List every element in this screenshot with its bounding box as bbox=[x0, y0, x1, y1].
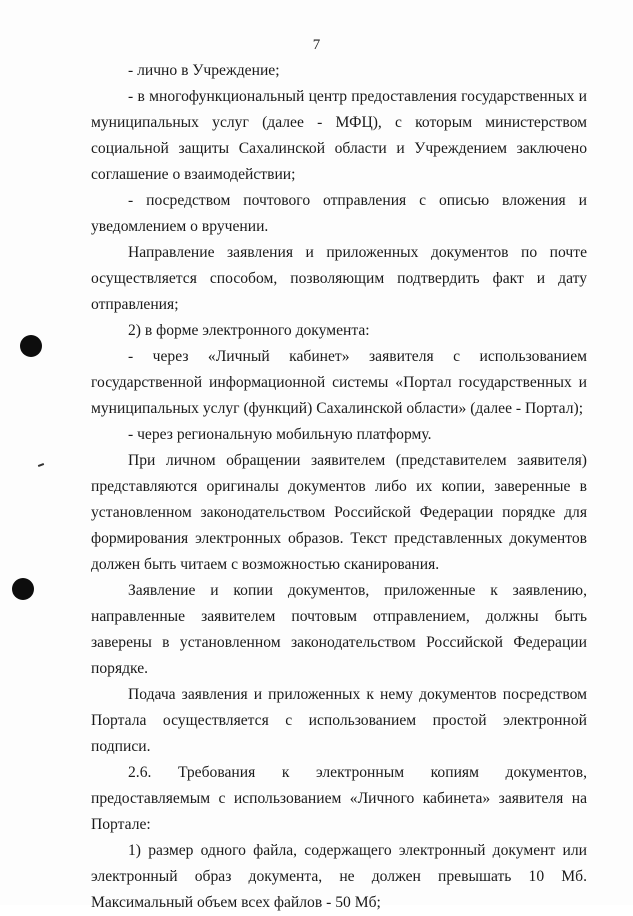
document-body bbox=[91, 58, 587, 916]
paragraph-2: - в многофункциональный центр предоставления государственных и муниципальных услуг (далее - МФЦ), с которым министерством социальной защиты Сахалинской области и Учреждением заключено соглашение о взаимодействии; bbox=[91, 88, 587, 183]
paragraph-6: - через «Личный кабинет» заявителя с использованием государственной информационной системы «Портал государственных и муниципальных услуг (функций) Сахалинской области» (далее - Портал); bbox=[91, 348, 587, 417]
paragraph-12: 1) размер одного файла, содержащего электронный документ или электронный образ документа, не должен превышать 10 Мб. Максимальный объем всех файлов - 50 Мб; bbox=[91, 842, 587, 911]
paragraph-4: Направление заявления и приложенных документов по почте осуществляется способом, позволяющим подтвердить факт и дату отправления; bbox=[91, 244, 587, 313]
paragraph-7: - через региональную мобильную платформу. bbox=[128, 426, 432, 443]
paragraph-11: 2.6. Требования к электронным копиям документов, предоставляемым с использованием «Личного кабинета» заявителя на Портале: bbox=[91, 764, 587, 833]
paragraph-10: Подача заявления и приложенных к нему документов посредством Портала осуществляется с использованием простой электронной подписи. bbox=[91, 686, 587, 755]
paragraph-1: - лично в Учреждение; bbox=[128, 62, 280, 79]
paragraph-5: 2) в форме электронного документа: bbox=[128, 322, 370, 339]
paragraph-3: - посредством почтового отправления с описью вложения и уведомлением о вручении. bbox=[91, 192, 587, 235]
paragraph-8: При личном обращении заявителем (представителем заявителя) представляются оригиналы документов либо их копии, заверенные в установленном законодательством Российской Федерации порядке для формирования электронных образов. Текст представленных документов должен быть читаем с возможностью сканирования. bbox=[91, 452, 587, 573]
scan-speck bbox=[38, 463, 44, 467]
paragraph-9: Заявление и копии документов, приложенные к заявлению, направленные заявителем почтовым отправлением, должны быть заверены в установленном законодательством Российской Федерации порядке. bbox=[91, 582, 587, 677]
punch-hole-top bbox=[20, 335, 42, 357]
punch-hole-bottom bbox=[12, 578, 34, 600]
page-number: 7 bbox=[312, 37, 321, 53]
